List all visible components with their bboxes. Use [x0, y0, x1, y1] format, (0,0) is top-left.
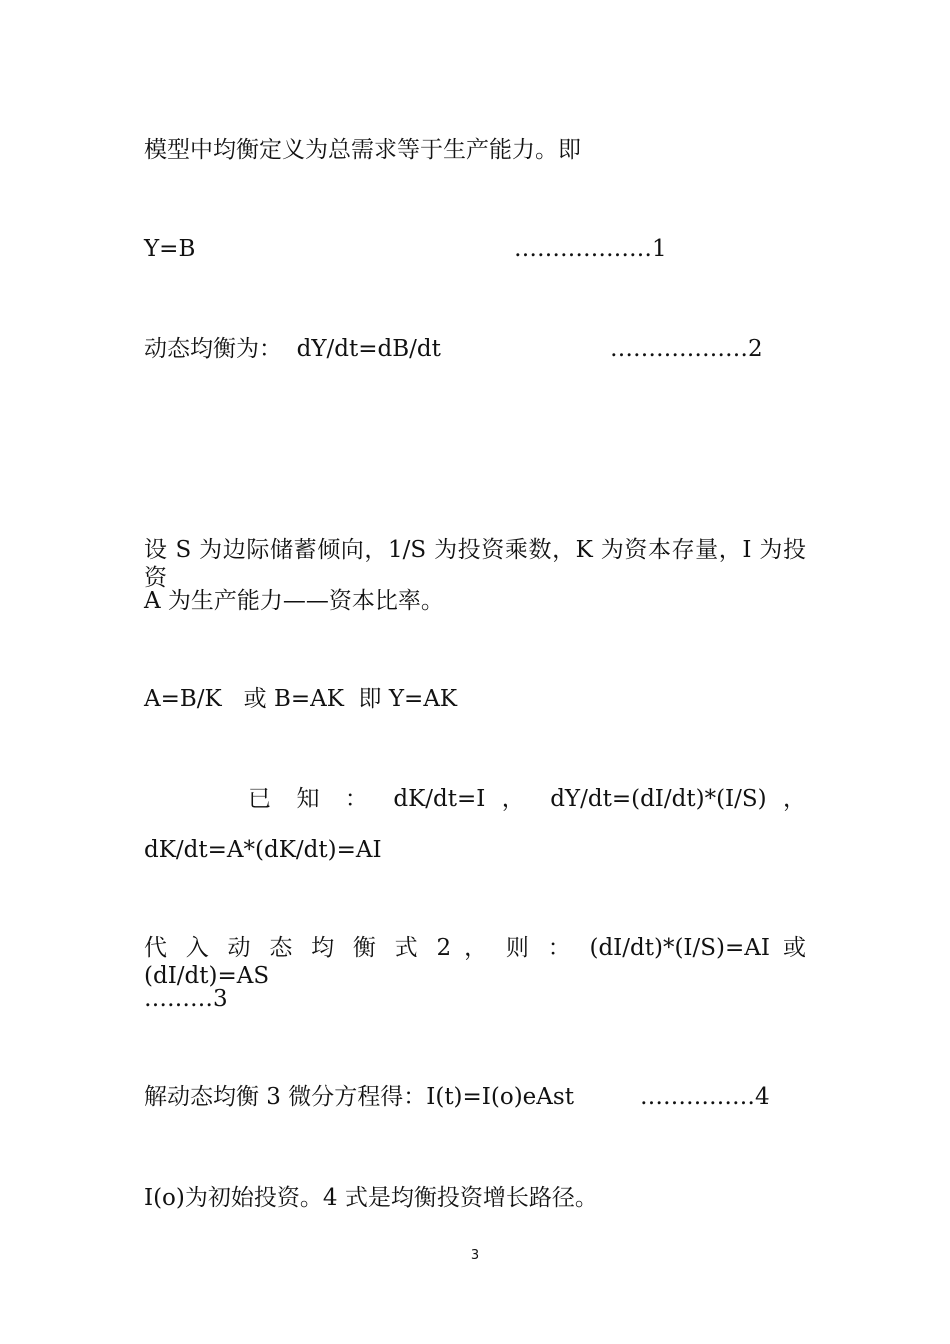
equation-4-ref: ……………4 — [640, 1084, 770, 1110]
text-line-growth-path: I(o)为初始投资。4 式是均衡投资增长路径。 — [144, 1185, 598, 1211]
text-line-substitute: 代 入 动 态 均 衡 式 2 ， 则 ： (dI/dt)*(I/S)=AI 或 (dI/dt)=AS — [144, 935, 806, 989]
page-number: 3 — [470, 1248, 480, 1263]
equation-1-ref: ………………1 — [514, 236, 667, 262]
equation-capacity-relation: A=B/K 或 B=AK 即 Y=AK — [144, 686, 458, 712]
text-line-equilibrium-definition: 模型中均衡定义为总需求等于生产能力。即 — [144, 137, 581, 163]
text-line-definitions: 设 S 为边际储蓄倾向，1/S 为投资乘数，K 为资本存量，I 为投资 — [144, 537, 806, 591]
equation-4-left: 解动态均衡 3 微分方程得：I(t)=I(o)eAst — [144, 1084, 574, 1110]
equation-3-ref: ………3 — [144, 986, 228, 1012]
equation-1-left: Y=B — [144, 236, 196, 262]
equation-2-ref: ………………2 — [610, 336, 763, 362]
text-line-capacity-ratio: A 为生产能力——资本比率。 — [144, 588, 444, 614]
equation-2-left: 动态均衡为： dY/dt=dB/dt — [144, 336, 441, 362]
text-line-known: 已 知 ： dK/dt=I ， dY/dt=(dI/dt)*(I/S) ， — [248, 786, 806, 812]
equation-dk-dt: dK/dt=A*(dK/dt)=AI — [144, 837, 382, 863]
